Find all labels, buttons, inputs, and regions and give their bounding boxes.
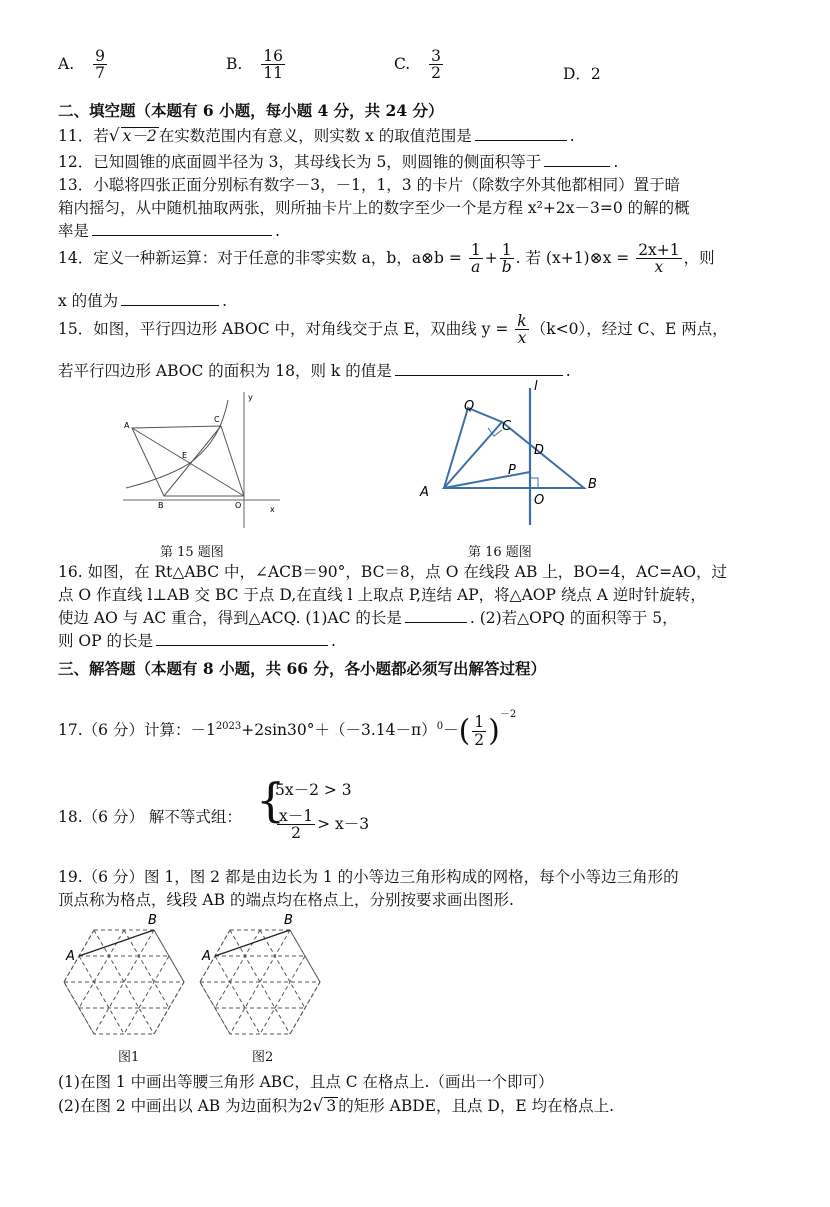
question-16-line4: 则 OP 的长是 . [58, 632, 336, 650]
label-p: P [508, 463, 516, 478]
section3-heading: 三、解答题（本题有 8 小题，共 66 分，各小题都必须写出解答过程） [58, 659, 546, 678]
question-14-line2: x 的值为 . [58, 292, 228, 310]
label-c: C [214, 415, 220, 424]
q10-option-d: D．2 [563, 65, 601, 83]
answer-blank [475, 139, 567, 141]
triangle-abc [444, 422, 584, 488]
question-19-line1: 19.（6 分）图 1，图 2 都是由边长为 1 的小等边三角形构成的网格，每个小等边三角形的 [58, 868, 679, 886]
label-d: D [534, 443, 545, 458]
question-13-line3: 率是 . [58, 222, 280, 240]
label-b: B [158, 501, 164, 510]
inequality-2: $\frac{x-1}{2}$ > x－3 [279, 807, 370, 843]
label-o: O [534, 493, 545, 508]
right-angle-o [530, 478, 538, 488]
label-a: A [124, 421, 130, 430]
question-19-part1: (1)在图 1 中画出等腰三角形 ABC，且点 C 在格点上.（画出一个即可） [58, 1073, 554, 1091]
grid-figure-1-caption: 图1 [118, 1050, 140, 1065]
question-19-line2: 顶点称为格点，线段 AB 的端点均在格点上，分别按要求画出图形. [58, 891, 514, 909]
answer-blank [405, 621, 467, 623]
label-b: B [284, 913, 293, 928]
question-15-line2: 若平行四边形 ABOC 的面积为 18，则 k 的值是 . [58, 362, 571, 380]
q10-option-c: C. $\frac{3}{2}$ [394, 47, 442, 83]
section2-heading: 二、填空题（本题有 6 小题，每小题 4 分，共 24 分） [58, 101, 444, 120]
label-a: A [420, 485, 429, 500]
question-15-line1: 15．如图，平行四边形 ABOC 中，对角线交于点 E，双曲线 y = $\frac{k}{x}$ （k<0），经过 C、E 两点， [58, 312, 728, 348]
label-a: A [202, 949, 211, 964]
label-c: C [502, 419, 512, 434]
label-e: E [182, 451, 188, 460]
figure-15 [118, 388, 288, 533]
question-16-line3: 使边 AO 与 AC 重合，得到△ACQ. (1)AC 的长是 . (2)若△OPQ 的面积等于 5， [58, 609, 678, 627]
figure-16 [410, 378, 610, 528]
answer-blank [395, 374, 563, 376]
figure-16-caption: 第 16 题图 [468, 545, 532, 560]
question-11: 11．若√ x－2 在实数范围内有意义，则实数 x 的取值范围是 . [58, 126, 575, 146]
question-19-part2: (2)在图 2 中画出以 AB 为边面积为2√ 3 的矩形 ABDE，且点 D，E 均在格点上. [58, 1096, 614, 1116]
diagonal-ao [132, 428, 244, 496]
label-a: A [66, 949, 75, 964]
q10-option-b: B. $\frac{16}{11}$ [226, 47, 283, 83]
question-14-line1: 14．定义一种新运算：对于任意的非零实数 a，b，a⊗b = $\frac{1}{a}$ + $\frac{1}{b}$ . 若 (x+1)⊗x = $\frac{2x+1}{x}$ ，则 [58, 241, 715, 277]
label-x: x [270, 505, 275, 514]
label-b: B [588, 477, 597, 492]
grid-figure-2 [192, 908, 332, 1040]
system-brace: { [256, 773, 286, 827]
hyperbola-curve [126, 400, 228, 488]
question-18-label: 18.（6 分） 解不等式组： [58, 808, 242, 826]
answer-blank [156, 644, 328, 646]
question-17: 17.（6 分）计算：$-1^{2023}+2\sin 30^\circ+(-3.14-\pi)^0-$( $\frac{1}{2}$ )$^{-2}$ [58, 709, 517, 749]
label-o: O [235, 501, 242, 510]
segment-ab [79, 930, 154, 956]
q10-option-a: A. $\frac{9}{7}$ [58, 47, 105, 83]
question-13-line1: 13．小聪将四张正面分别标有数字－3，－1，1，3 的卡片（除数字外其他都相同）置于暗 [58, 176, 681, 194]
question-16-line1: 16. 如图，在 Rt△ABC 中，∠ACB＝90°，BC＝8，点 O 在线段 AB 上，BO=4，AC=AO，过 [58, 563, 727, 581]
label-b: B [148, 913, 157, 928]
question-16-line2: 点 O 作直线 l⊥AB 交 BC 于点 D,在直线 l 上取点 P,连结 AP，将△AOP 绕点 A 逆时针旋转， [58, 586, 706, 604]
label-y: y [248, 393, 253, 402]
answer-blank [92, 234, 272, 236]
label-q: Q [464, 399, 475, 414]
triangle-aqc [444, 408, 502, 488]
question-12: 12．已知圆锥的底面圆半径为 3，其母线长为 5，则圆锥的侧面积等于 . [58, 153, 619, 171]
answer-blank [544, 165, 610, 167]
grid-figure-2-caption: 图2 [252, 1050, 274, 1065]
inequality-1: 5x－2 > 3 [275, 781, 352, 799]
segment-ab [215, 930, 290, 956]
grid-figure-1 [56, 908, 196, 1040]
label-l: l [534, 379, 538, 394]
figure-15-caption: 第 15 题图 [160, 545, 224, 560]
answer-blank [121, 304, 219, 306]
question-13-line2: 箱内摇匀，从中随机抽取两张，则所抽卡片上的数字至少一个是方程 x²+2x－3=0 的解的概 [58, 199, 690, 217]
